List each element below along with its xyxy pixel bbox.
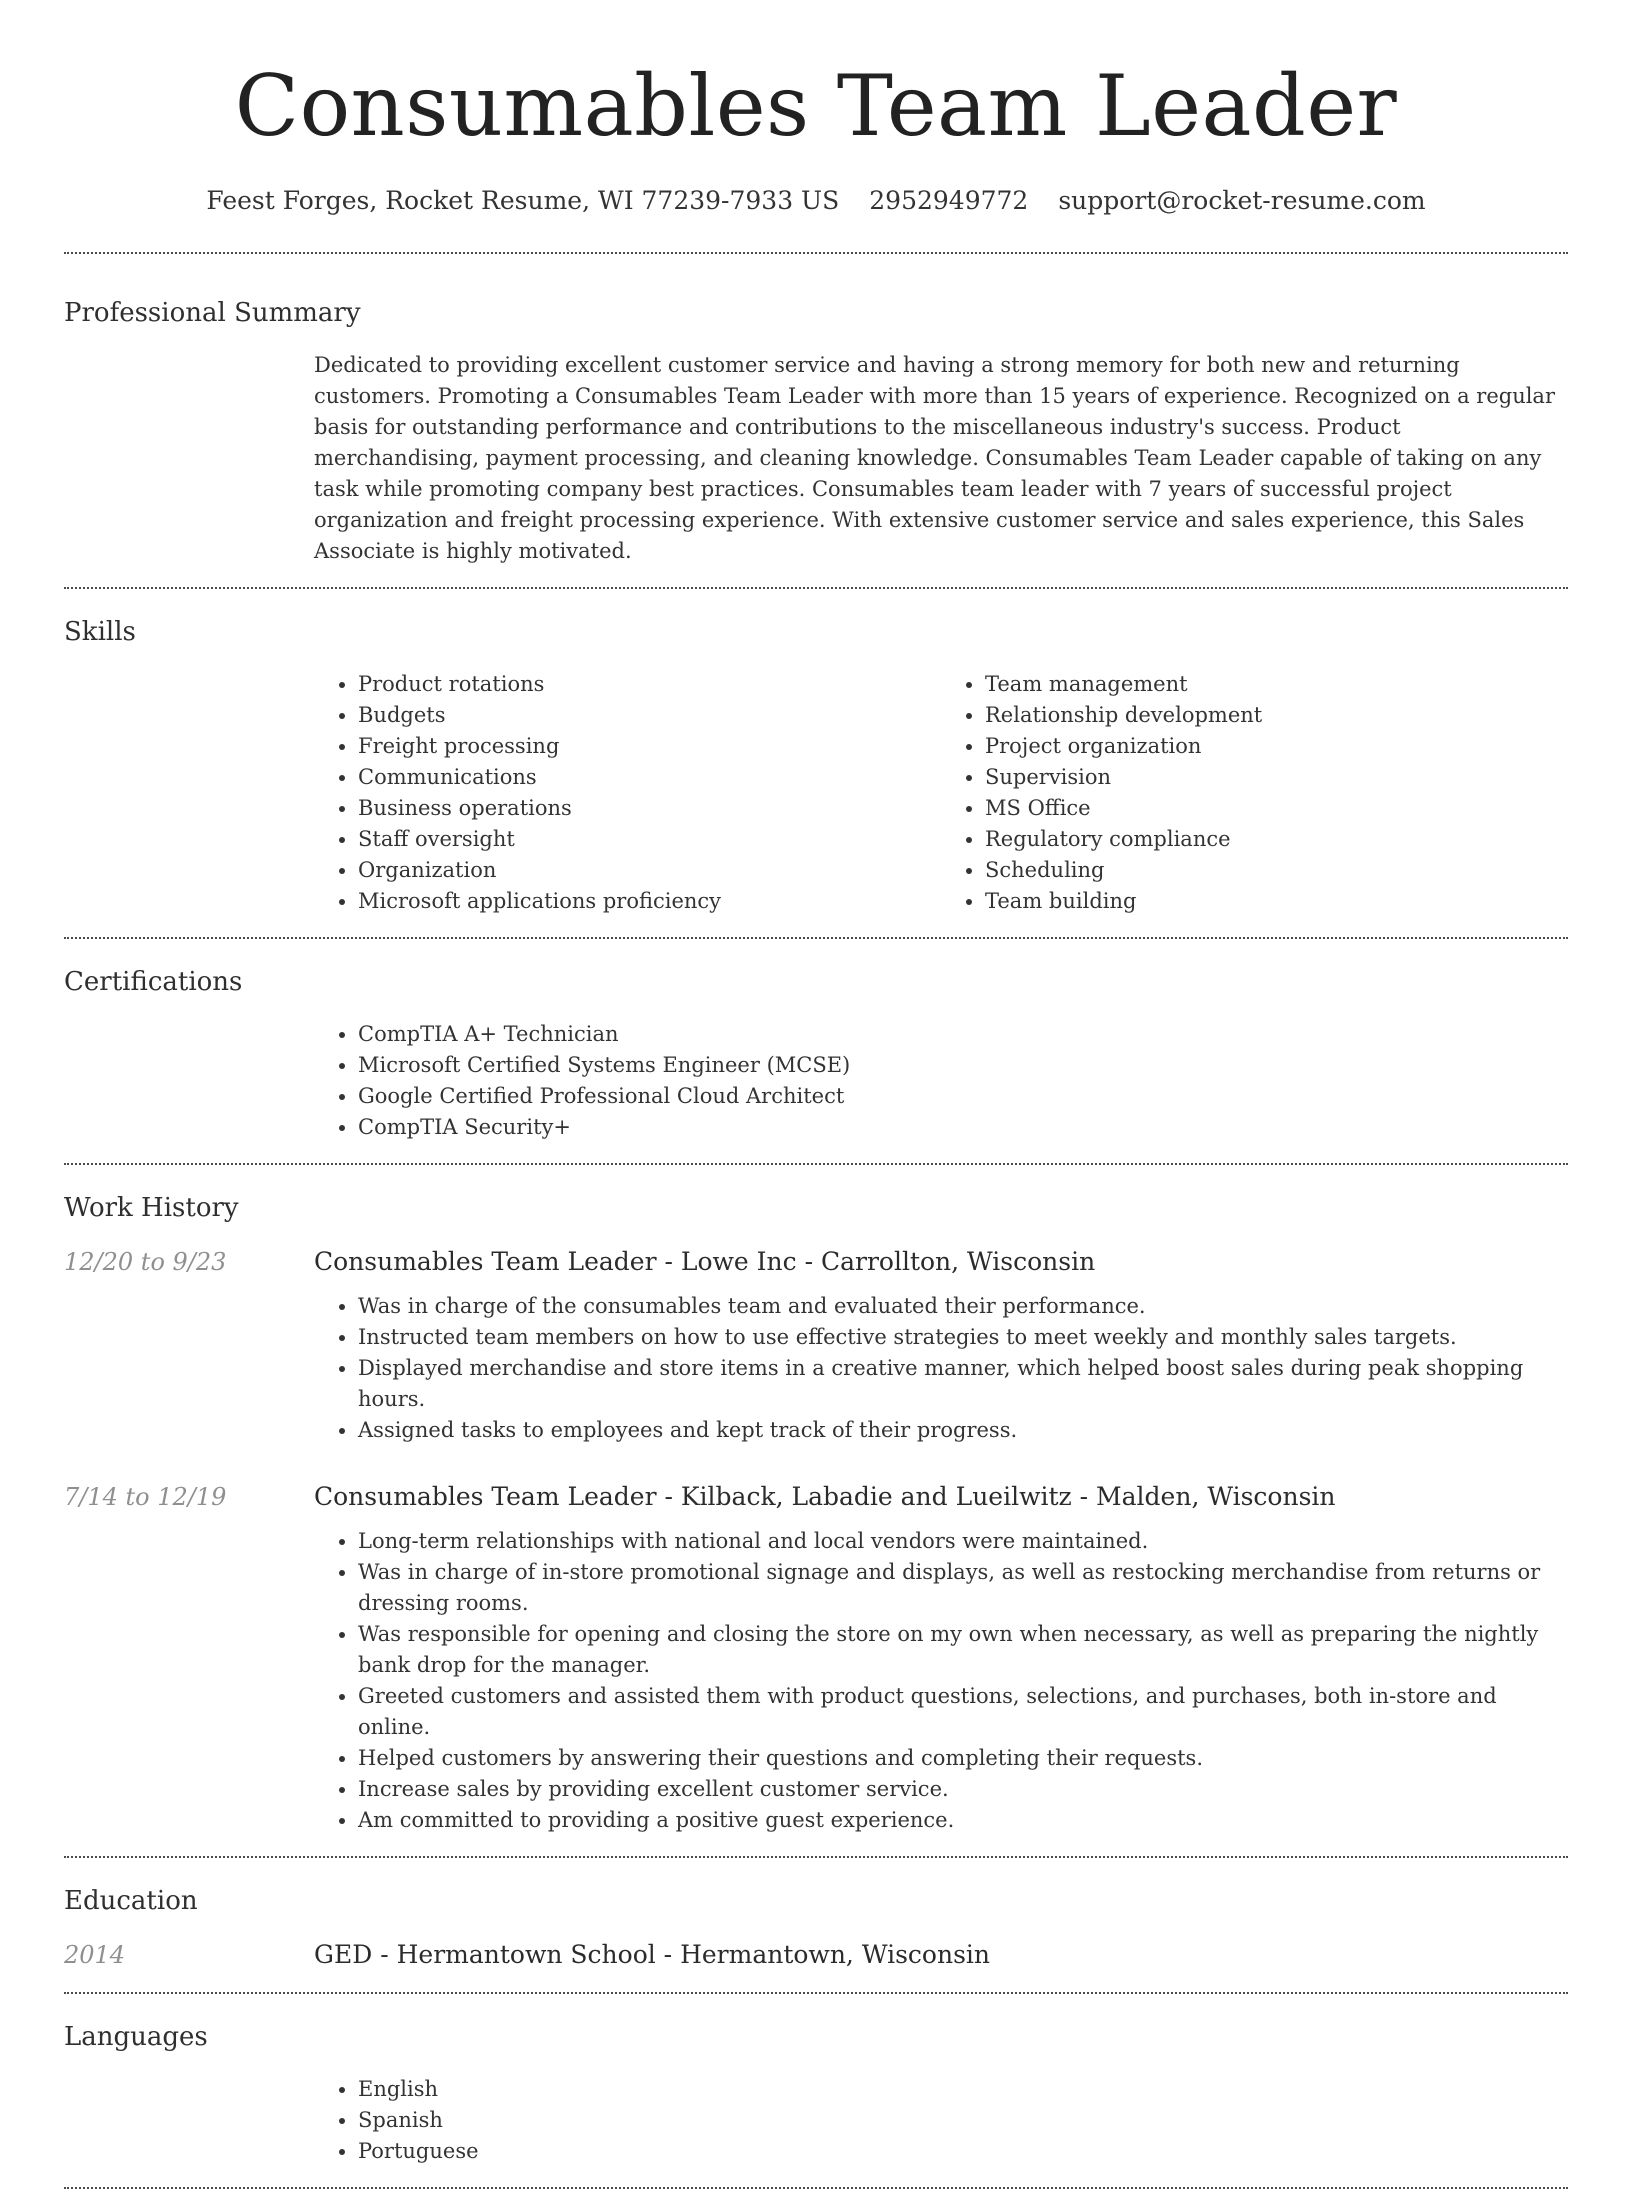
contact-email: support@rocket-resume.com <box>1058 186 1426 215</box>
job-bullet: • Increase sales by providing excellent customer service. <box>358 1774 1568 1805</box>
languages-list <box>314 2074 1568 2167</box>
summary-text: Dedicated to providing excellent customer service and having a strong memory for both new and returning customers. Promoting a Consumables Team Leader with more than 15 years of experience. Recognized on a regular basis for outstanding performance and contributions to the miscellaneous industry's success. Product merchandising, payment processing, and cleaning knowledge. Consumables Team Leader capable of taking on any task while promoting company best practices. Consumables team leader with 7 years of successful project organization and freight processing experience. With extensive customer service and sales experience, this Sales Associate is highly motivated. <box>314 353 1555 563</box>
skill-item: • Freight processing <box>358 731 941 762</box>
section-title: Work History <box>64 1193 239 1223</box>
job-bullet: • Long-term relationships with national and local vendors were maintained. <box>358 1526 1568 1557</box>
resume-page <box>64 0 1568 2189</box>
skills-grid <box>314 669 1568 917</box>
job-heading: Consumables Team Leader - Lowe Inc - Carrollton, Wisconsin <box>314 1247 1096 1276</box>
language-item: • English <box>358 2074 1568 2105</box>
skill-item: • Staff oversight <box>358 824 941 855</box>
job-bullet: • Was in charge of the consumables team and evaluated their performance. <box>358 1291 1568 1322</box>
certification-item: • Microsoft Certified Systems Engineer (MCSE) <box>358 1050 1568 1081</box>
skill-item: • Product rotations <box>358 669 941 700</box>
contact-phone: 2952949772 <box>869 186 1029 215</box>
job-bullets <box>314 1291 1568 1446</box>
education-heading: GED - Hermantown School - Hermantown, Wisconsin <box>314 1940 990 1969</box>
job-bullet: • Was in charge of in-store promotional signage and displays, as well as restocking merchandise from returns or dressing rooms. <box>358 1557 1568 1619</box>
professional-summary-section <box>64 254 1568 587</box>
skill-item: • Team building <box>985 886 1568 917</box>
certifications-block <box>314 1019 1568 1143</box>
skill-item: • Microsoft applications proficiency <box>358 886 941 917</box>
languages-section <box>64 1994 1568 2187</box>
job-details <box>314 1480 1568 1836</box>
language-item: • Portuguese <box>358 2136 1568 2167</box>
certification-item: • CompTIA Security+ <box>358 1112 1568 1143</box>
certification-item: • Google Certified Professional Cloud Architect <box>358 1081 1568 1112</box>
skill-item: • Communications <box>358 762 941 793</box>
job-entry <box>64 1245 1568 1446</box>
certification-item: • CompTIA A+ Technician <box>358 1019 1568 1050</box>
education-section <box>64 1858 1568 1992</box>
job-bullet: • Assigned tasks to employees and kept track of their progress. <box>358 1415 1568 1446</box>
certifications-section <box>64 939 1568 1163</box>
skill-item: • Relationship development <box>985 700 1568 731</box>
job-bullets <box>314 1526 1568 1836</box>
contact-line <box>64 184 1568 218</box>
skill-item: • Supervision <box>985 762 1568 793</box>
skill-item: • Organization <box>358 855 941 886</box>
education-entry <box>64 1938 1568 1972</box>
contact-address: Feest Forges, Rocket Resume, WI 77239-7933 US <box>206 186 840 215</box>
education-year: 2014 <box>64 1941 126 1969</box>
job-dates: 12/20 to 9/23 <box>64 1248 227 1276</box>
skills-section <box>64 589 1568 937</box>
skill-item: • Regulatory compliance <box>985 824 1568 855</box>
section-title: Languages <box>64 2022 208 2052</box>
section-title: Skills <box>64 617 136 647</box>
job-heading: Consumables Team Leader - Kilback, Labadie and Lueilwitz - Malden, Wisconsin <box>314 1482 1336 1511</box>
job-bullet: • Greeted customers and assisted them with product questions, selections, and purchases, both in-store and online. <box>358 1681 1568 1743</box>
section-title: Certifications <box>64 967 243 997</box>
job-details <box>314 1245 1568 1446</box>
job-bullet: • Helped customers by answering their questions and completing their requests. <box>358 1743 1568 1774</box>
skill-item: • Team management <box>985 669 1568 700</box>
skill-item: • Business operations <box>358 793 941 824</box>
job-bullet: • Was responsible for opening and closing the store on my own when necessary, as well as preparing the nightly bank drop for the manager. <box>358 1619 1568 1681</box>
skill-item: • Scheduling <box>985 855 1568 886</box>
skills-list-right <box>941 669 1568 917</box>
section-title: Education <box>64 1886 198 1916</box>
languages-block <box>314 2074 1568 2167</box>
job-bullet: • Am committed to providing a positive guest experience. <box>358 1805 1568 1836</box>
work-history-section <box>64 1165 1568 1856</box>
language-item: • Spanish <box>358 2105 1568 2136</box>
skill-item: • MS Office <box>985 793 1568 824</box>
job-entry <box>64 1480 1568 1836</box>
job-dates: 7/14 to 12/19 <box>64 1483 227 1511</box>
skill-item: • Project organization <box>985 731 1568 762</box>
job-bullet: • Displayed merchandise and store items in a creative manner, which helped boost sales during peak shopping hours. <box>358 1353 1568 1415</box>
job-bullet: • Instructed team members on how to use effective strategies to meet weekly and monthly sales targets. <box>358 1322 1568 1353</box>
certifications-list <box>314 1019 1568 1143</box>
candidate-name: Consumables Team Leader <box>234 57 1398 155</box>
skills-list-left <box>314 669 941 917</box>
skill-item: • Budgets <box>358 700 941 731</box>
section-title: Professional Summary <box>64 298 361 328</box>
